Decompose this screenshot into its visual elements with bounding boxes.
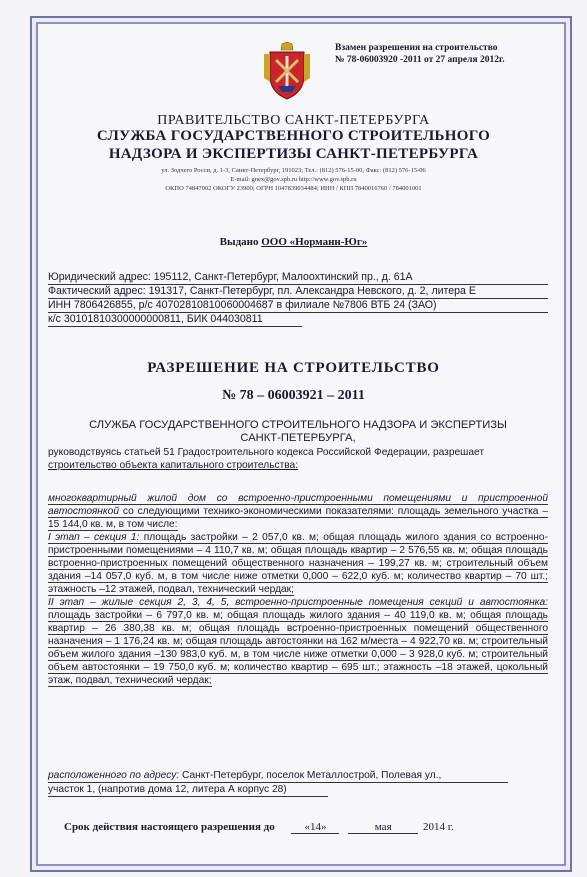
spec-general xyxy=(48,492,548,531)
location-line1 xyxy=(48,769,508,783)
contacts-address: ул. Зодчего Росси, д. 1-3, Санкт-Петербург, 191023; Тел.: (812) 576-15-00, Факс: (812) 576-15-06 xyxy=(161,167,426,174)
spec-stage-2-title: II этап – жилые секция 2, 3, 4, 5, встроенно-пристроенные помещения секций и автостоянка: xyxy=(48,597,548,608)
actual-address: Фактический адрес: 191317, Санкт-Петербург, пл. Александра Невского, д. 2, литера Е xyxy=(48,285,548,299)
spec-general-text: со следующими технико-экономическими показателями: площадь земельного участка – 15 144,0 кв. м, в том числе: xyxy=(48,506,548,530)
issuing-organization-line1: СЛУЖБА ГОСУДАРСТВЕННОГО СТРОИТЕЛЬНОГО НАДЗОРА И ЭКСПЕРТИЗЫ xyxy=(89,419,507,431)
issuing-organization xyxy=(48,419,548,445)
spec-stage-2-text: площадь застройки – 6 797,0 кв. м; общая площадь жилого здания – 40 119,0 кв. м; общая площадь квартир – 26 380,38 кв. м; общая площадь встроенно-пристроенных помещений общественного назначения – 1 176,24 кв. м; общая площадь автостоянки на 162 м/места – 4 922,70 кв. м; строительный объем жилого здания –130 983,0 куб. м, в том числе ниже отметки 0,000 – 3 928,0 куб. м; строительный объем автостоянки – 19 750,0 куб. м; количество квартир – 695 шт.; этажность –18 этажей, цокольный этаж, подвал, технический чердак; xyxy=(48,610,548,686)
building-specifications xyxy=(48,492,548,687)
validity-period xyxy=(64,821,454,834)
location-address: Санкт-Петербург, поселок Металлострой, Полевая ул., xyxy=(179,770,442,781)
correspondent-account: к/с 30101810300000000811, БИК 044030811 xyxy=(48,313,302,327)
permit-object: строительство объекта капитального строительства: xyxy=(48,459,299,471)
contacts-block xyxy=(0,166,587,193)
bank-account: ИНН 7806426855, р/с 40702810810060004687 в филиале №7806 ВТБ 24 (ЗАО) xyxy=(48,299,548,313)
issued-prefix: Выдано xyxy=(219,236,259,248)
issuing-organization-line2: САНКТ-ПЕТЕРБУРГА, xyxy=(240,432,356,444)
object-location xyxy=(48,769,508,797)
address-block xyxy=(48,271,548,327)
legal-address: Юридический адрес: 195112, Санкт-Петербург, Малоохтинский пр., д. 61А xyxy=(48,271,548,285)
replacement-note xyxy=(335,42,505,66)
replacement-note-line2: № 78-06003920 -2011 от 27 апреля 2012г. xyxy=(335,55,505,65)
permit-basis xyxy=(48,447,548,472)
contacts-codes: ОКПО 74847002 ОКОГУ 23900; ОГРН 1047839034484; ИНН / КПП 7840016760 / 784001001 xyxy=(165,185,422,192)
service-name-line2: НАДЗОРА И ЭКСПЕРТИЗЫ САНКТ-ПЕТЕРБУРГА xyxy=(108,146,479,162)
replacement-note-line1: Взамен разрешения на строительство xyxy=(335,43,498,53)
permit-title: РАЗРЕШЕНИЕ НА СТРОИТЕЛЬСТВО xyxy=(147,360,440,376)
spec-stage-1 xyxy=(48,531,548,596)
issued-company: ООО «Норманн-Юг» xyxy=(261,236,368,248)
coat-of-arms-icon xyxy=(262,42,312,100)
service-name-line1: СЛУЖБА ГОСУДАРСТВЕННОГО СТРОИТЕЛЬНОГО xyxy=(96,128,491,144)
location-line2: участок 1, (напротив дома 12, литера А корпус 28) xyxy=(48,783,328,797)
permit-number: № 78 – 06003921 – 2011 xyxy=(222,388,365,403)
validity-label: Срок действия настоящего разрешения до xyxy=(64,821,275,833)
contacts-email: E-mail: gnex@gov.spb.ru http://www.gov.spb.ru xyxy=(230,176,357,183)
validity-year: 2014 г. xyxy=(422,821,454,833)
service-name xyxy=(0,127,587,163)
spec-stage-2 xyxy=(48,596,548,687)
government-name: ПРАВИТЕЛЬСТВО САНКТ-ПЕТЕРБУРГА xyxy=(157,113,430,128)
issued-to xyxy=(0,236,587,248)
validity-month: мая xyxy=(348,821,418,834)
validity-day: «14» xyxy=(291,821,339,834)
permit-basis-text: руководствуясь статьей 51 Градостроительного кодекса Российской Федерации, разрешает xyxy=(48,447,485,458)
spec-stage-1-title: I этап – секция 1: xyxy=(48,532,140,543)
location-label: расположенного по адресу: xyxy=(48,770,180,781)
spec-stage-1-text: площадь застройки – 2 057,0 кв. м; общая площадь жилого здания со встроенно-пристроенными помещениями – 4 110,7 кв. м; общая площадь квартир – 2 576,55 кв. м; общая площадь встроенно-пристроенных помещений общественного назначения – 199,27 кв. м; строительный объем здания –14 057,0 куб. м, в том числе ниже отметки 0,000 – 622,0 куб. м; количество квартир – 70 шт.; этажность –12 этажей, подвал, технический чердак; xyxy=(48,532,548,595)
spec-general-object: многоквартирный жилой дом со встроенно-пристроенными помещениями и пристроенной автостоянкой xyxy=(48,493,548,517)
